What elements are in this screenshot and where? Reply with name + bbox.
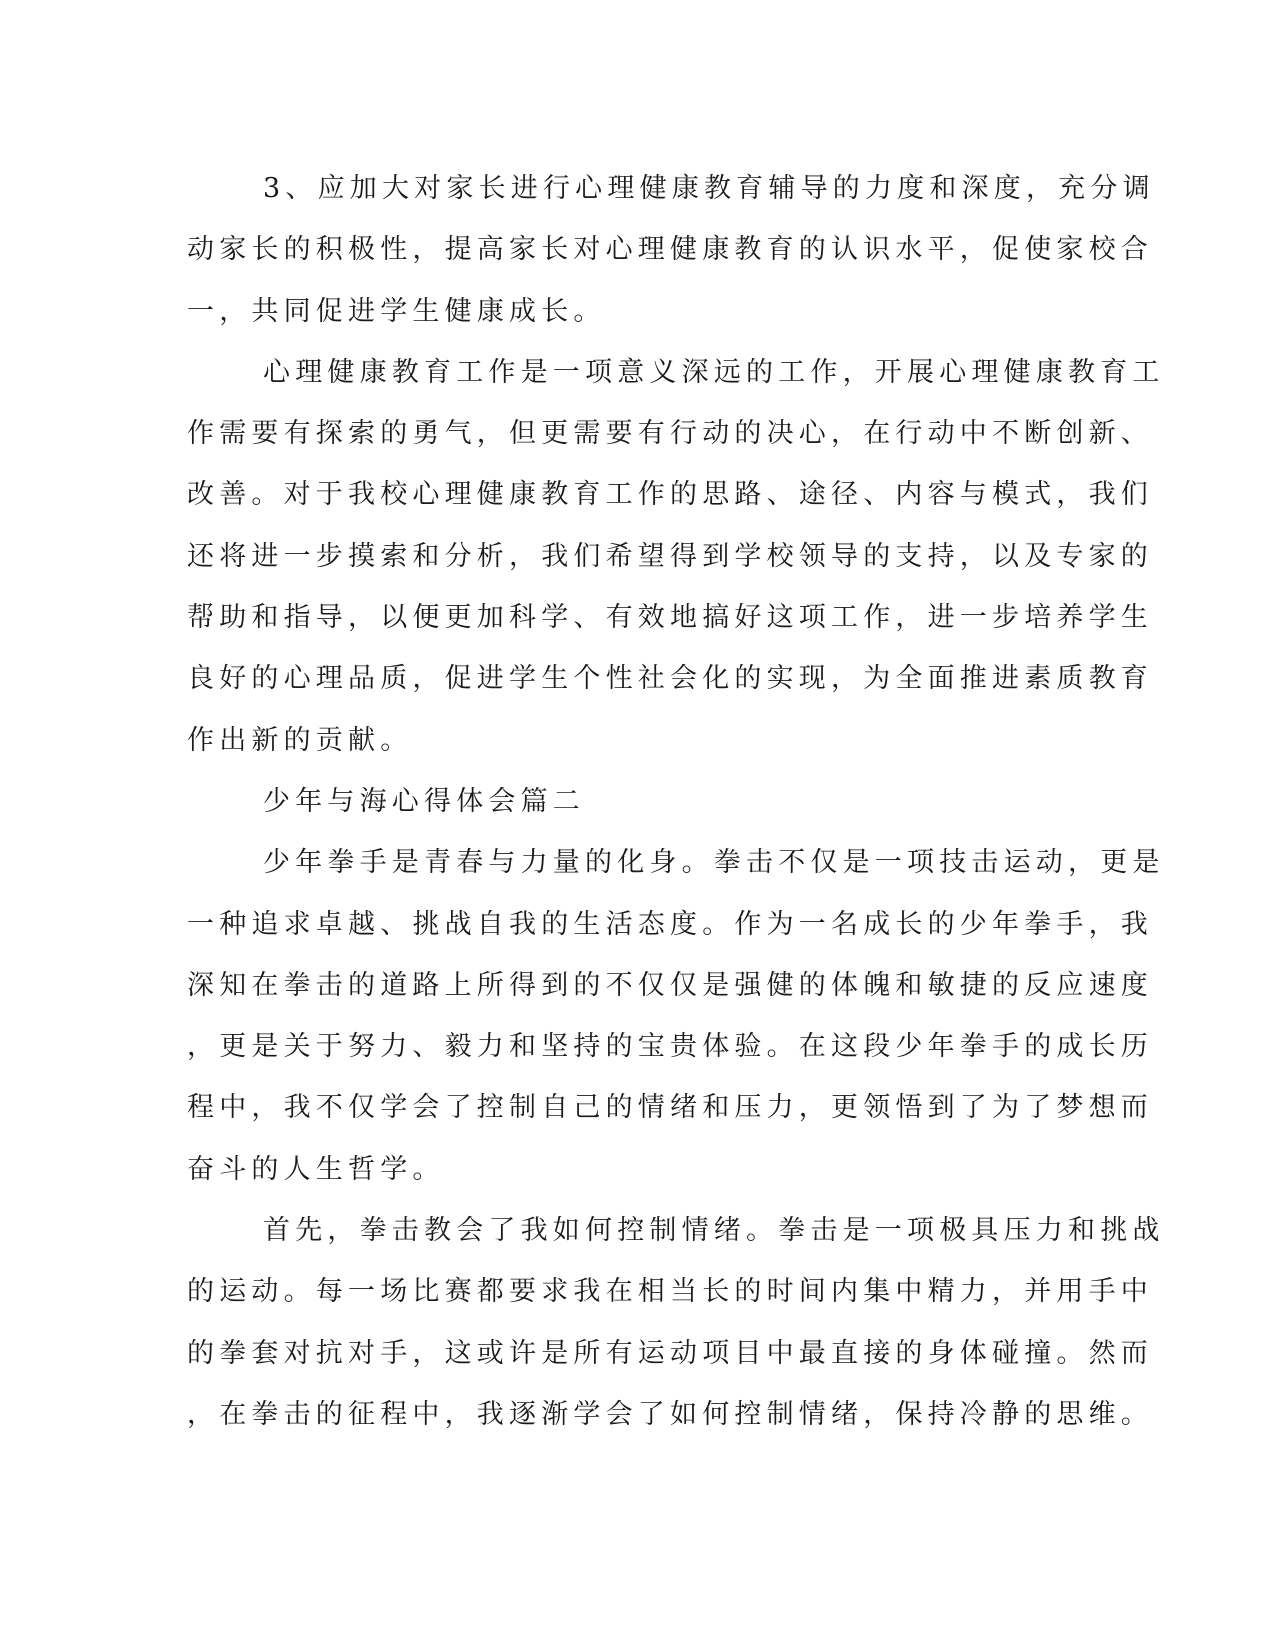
- text-line: 奋斗的人生哲学。: [187, 1153, 445, 1185]
- text-line: 首先，拳击教会了我如何控制情绪。拳击是一项极具压力和挑战: [263, 1215, 1165, 1247]
- text-line: 程中，我不仅学会了控制自己的情绪和压力，更领悟到了为了梦想而: [187, 1092, 1153, 1124]
- text-line: ，在拳击的征程中，我逐渐学会了如何控制情绪，保持冷静的思维。: [187, 1398, 1153, 1430]
- text-line: 帮助和指导，以便更加科学、有效地搞好这项工作，进一步培养学生: [187, 602, 1153, 634]
- text-line: 一种追求卓越、挑战自我的生活态度。作为一名成长的少年拳手，我: [187, 908, 1153, 940]
- text-line: 3、应加大对家长进行心理健康教育辅导的力度和深度，充分调: [263, 173, 1155, 204]
- text-line: ，更是关于努力、毅力和坚持的宝贵体验。在这段少年拳手的成长历: [187, 1031, 1153, 1063]
- text-line: 改善。对于我校心理健康教育工作的思路、途径、内容与模式，我们: [187, 479, 1153, 511]
- section-heading: 少年与海心得体会篇二: [263, 785, 585, 817]
- document-body: [187, 158, 1165, 1445]
- text-line: 还将进一步摸索和分析，我们希望得到学校领导的支持，以及专家的: [187, 540, 1153, 572]
- text-line: 动家长的积极性，提高家长对心理健康教育的认识水平，促使家校合: [187, 234, 1153, 266]
- text-line: 作出新的贡献。: [187, 724, 413, 756]
- text-line: 的运动。每一场比赛都要求我在相当长的时间内集中精力，并用手中: [187, 1276, 1153, 1308]
- text-line: 的拳套对抗对手，这或许是所有运动项目中最直接的身体碰撞。然而: [187, 1337, 1153, 1369]
- text-line: 少年拳手是青春与力量的化身。拳击不仅是一项技击运动，更是: [263, 847, 1165, 879]
- text-line: 一，共同促进学生健康成长。: [187, 295, 606, 327]
- text-line: 心理健康教育工作是一项意义深远的工作，开展心理健康教育工: [263, 356, 1165, 388]
- text-line: 良好的心理品质，促进学生个性社会化的实现，为全面推进素质教育: [187, 663, 1153, 695]
- text-line: 作需要有探索的勇气，但更需要有行动的决心，在行动中不断创新、: [187, 418, 1153, 450]
- text-line: 深知在拳击的道路上所得到的不仅仅是强健的体魄和敏捷的反应速度: [187, 969, 1153, 1001]
